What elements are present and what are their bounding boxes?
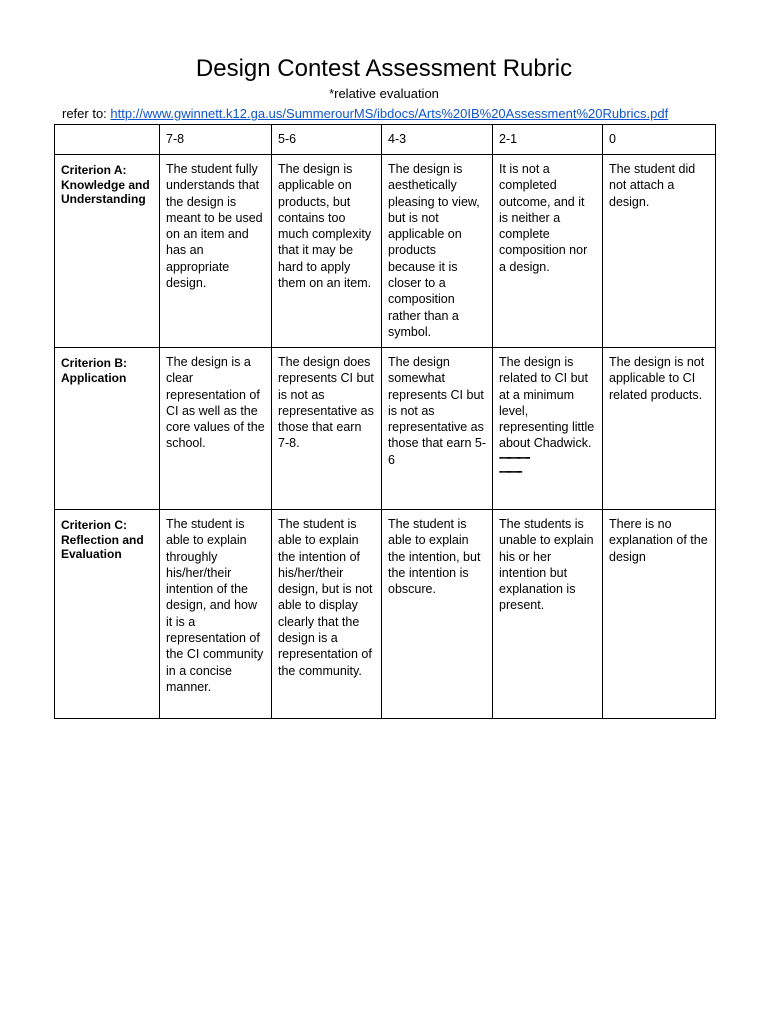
- header-cell-empty: [55, 125, 160, 155]
- rubric-cell: The students is unable to explain his or her intention but explanation is present.: [493, 510, 603, 719]
- table-row: [55, 348, 716, 510]
- rubric-table: [54, 124, 716, 719]
- header-cell-score: 4-3: [382, 125, 493, 155]
- criterion-label: Criterion A: Knowledge and Understanding: [55, 155, 160, 348]
- table-row: [55, 155, 716, 348]
- rubric-cell: The design does represents CI but is not as representative as those that earn 7-8.: [272, 348, 382, 510]
- criterion-label: Criterion C: Reflection and Evaluation: [55, 510, 160, 719]
- rubric-cell: There is no explanation of the design: [603, 510, 716, 719]
- rubric-cell: The student is able to explain the intention, but the intention is obscure.: [382, 510, 493, 719]
- page-title: Design Contest Assessment Rubric: [195, 55, 573, 82]
- subtitle: *relative evaluation: [329, 86, 439, 101]
- rubric-cell: The student is able to explain throughly his/her/their intention of the design, and how it is a representation of the CI community in a concise manner.: [160, 510, 272, 719]
- rubric-cell: The design is not applicable to CI related products.: [603, 348, 716, 510]
- rubric-cell: The student fully understands that the design is meant to be used on an item and has an appropriate design.: [160, 155, 272, 348]
- header-cell-score: 2-1: [493, 125, 603, 155]
- header-row: [55, 125, 716, 155]
- criterion-label: Criterion B: Application: [55, 348, 160, 510]
- reference-line: [62, 106, 762, 122]
- header-cell-score: 5-6: [272, 125, 382, 155]
- rubric-cell: The student is able to explain the intention of his/her/their design, but is not able to display clearly that the design is a representation of the community.: [272, 510, 382, 719]
- header-cell-score: 7-8: [160, 125, 272, 155]
- rubric-cell-with-marks: [493, 348, 603, 510]
- rubric-cell: The student did not attach a design.: [603, 155, 716, 348]
- rubric-cell: The design somewhat represents CI but is not as representative as those that earn 5-6: [382, 348, 493, 510]
- refer-label: refer to:: [62, 106, 111, 121]
- stray-marks: ''''''''''''''''''''''''''''''''''''''''''': [499, 469, 522, 479]
- rubric-cell: It is not a completed outcome, and it is neither a complete composition nor a design.: [493, 155, 603, 348]
- rubric-cell-text: The design is related to CI but at a minimum level, representing little about Chadwick.: [499, 355, 595, 451]
- header-cell-score: 0: [603, 125, 716, 155]
- rubric-cell: The design is applicable on products, but contains too much complexity that it may be hard to apply them on an item.: [272, 155, 382, 348]
- stray-marks: '''''''''''''''''''''''''''''''''''''''''''''''''''''''''': [499, 455, 530, 465]
- table-row: [55, 510, 716, 719]
- rubric-cell: The design is aesthetically pleasing to view, but is not applicable on products because it is closer to a composition rather than a symbol.: [382, 155, 493, 348]
- reference-link[interactable]: http://www.gwinnett.k12.ga.us/SummerourMS/ibdocs/Arts%20IB%20Assessment%20Rubrics.pdf: [110, 106, 669, 121]
- rubric-cell: The design is a clear representation of CI as well as the core values of the school.: [160, 348, 272, 510]
